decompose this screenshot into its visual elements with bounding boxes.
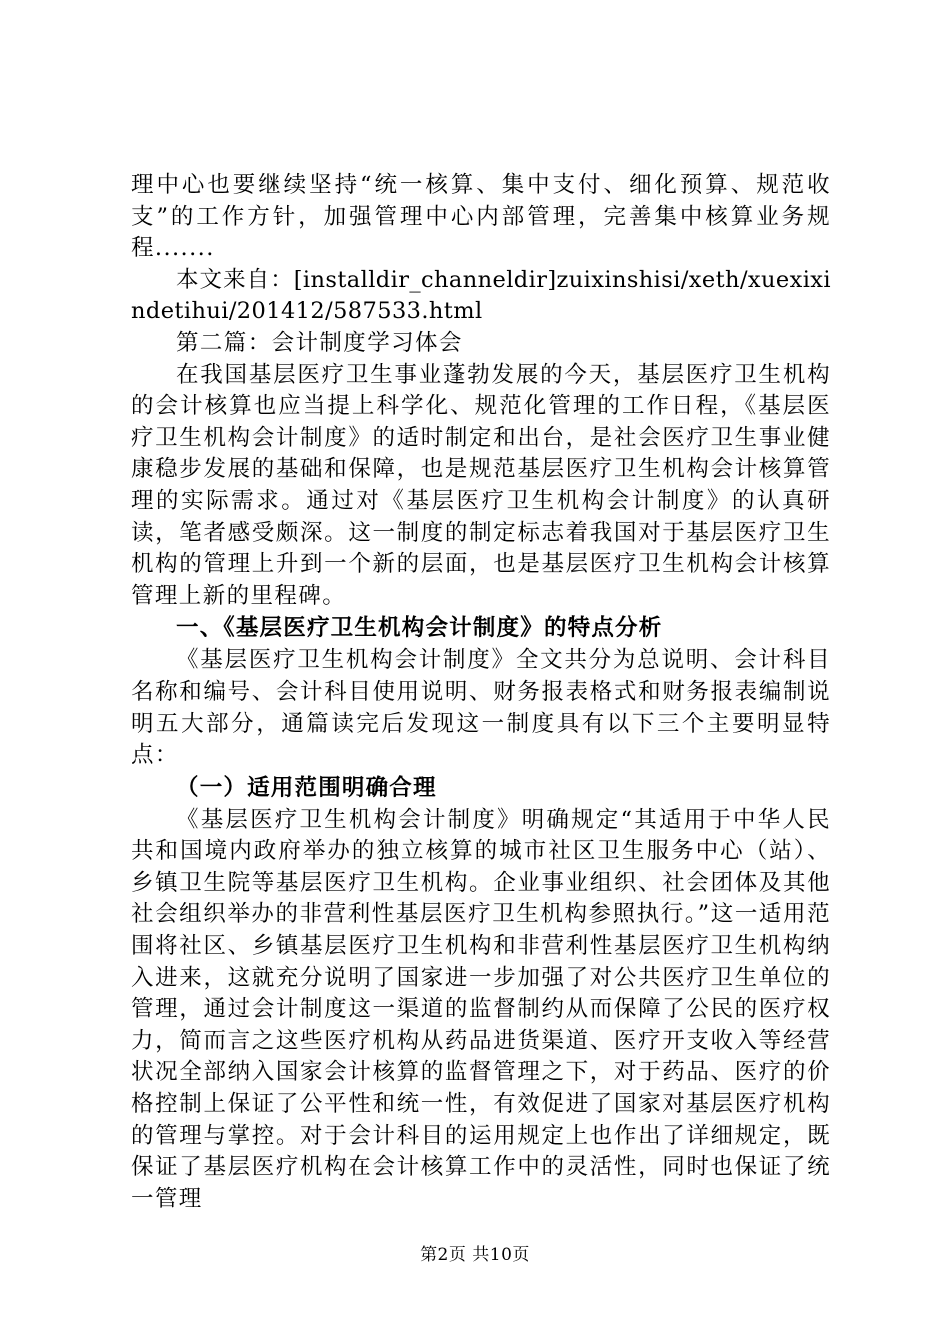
page-number-footer: 第2页 共10页: [420, 1245, 530, 1265]
heading-level-2: （一）适用范围明确合理: [176, 774, 437, 801]
paragraph-overview: 《基层医疗卫生机构会计制度》全文共分为总说明、会计科目名称和编号、会计科目使用说明、财务报表格式和财务报表编制说明五大部分，通篇读完后发现这一制度具有以下三个主要明显特点：: [131, 647, 831, 769]
paragraph-continued: 理中心也要继续坚持“统一核算、集中支付、细化预算、规范收支”的工作方针，加强管理中心内部管理，完善集中核算业务规程.......: [131, 172, 831, 262]
paragraph-scope: 《基层医疗卫生机构会计制度》明确规定“其适用于中华人民共和国境内政府举办的独立核算的城市社区卫生服务中心（站）、乡镇卫生院等基层医疗卫生机构。企业事业组织、社会团体及其他社会组织举办的非营利性基层医疗卫生机构参照执行。”这一适用范围将社区、乡镇基层医疗卫生机构和非营利性基层医疗卫生机构纳入进来，这就充分说明了国家进一步加强了对公共医疗卫生单位的管理，通过会计制度这一渠道的监督制约从而保障了公民的医疗权力，简而言之这些医疗机构从药品进货渠道、医疗开支收入等经营状况全部纳入国家会计核算的监督管理之下，对于药品、医疗的价格控制上保证了公平性和统一性，有效促进了国家对基层医疗机构的管理与掌控。对于会计科目的运用规定上也作出了详细规定，既保证了基层医疗机构在会计核算工作中的灵活性，同时也保证了统一管理: [131, 806, 831, 1212]
heading-level-1: 一、《基层医疗卫生机构会计制度》的特点分析: [176, 615, 663, 642]
section-title: 第二篇：会计制度学习体会: [176, 329, 463, 356]
paragraph-intro: 在我国基层医疗卫生事业蓬勃发展的今天，基层医疗卫生机构的会计核算也应当提上科学化、规范化管理的工作日程，《基层医疗卫生机构会计制度》的适时制定和出台，是社会医疗卫生事业健康稳步发展的基础和保障，也是规范基层医疗卫生机构会计核算管理的实际需求。通过对《基层医疗卫生机构会计制度》的认真研读，笔者感受颇深。这一制度的制定标志着我国对于基层医疗卫生机构的管理上升到一个新的层面，也是基层医疗卫生机构会计核算管理上新的里程碑。: [131, 361, 831, 609]
document-body: [131, 170, 831, 1215]
source-link-text: 本文来自：[installdir_channeldir]zuixinshisi/xeth/xuexixindetihui/201412/587533.html: [131, 266, 831, 325]
